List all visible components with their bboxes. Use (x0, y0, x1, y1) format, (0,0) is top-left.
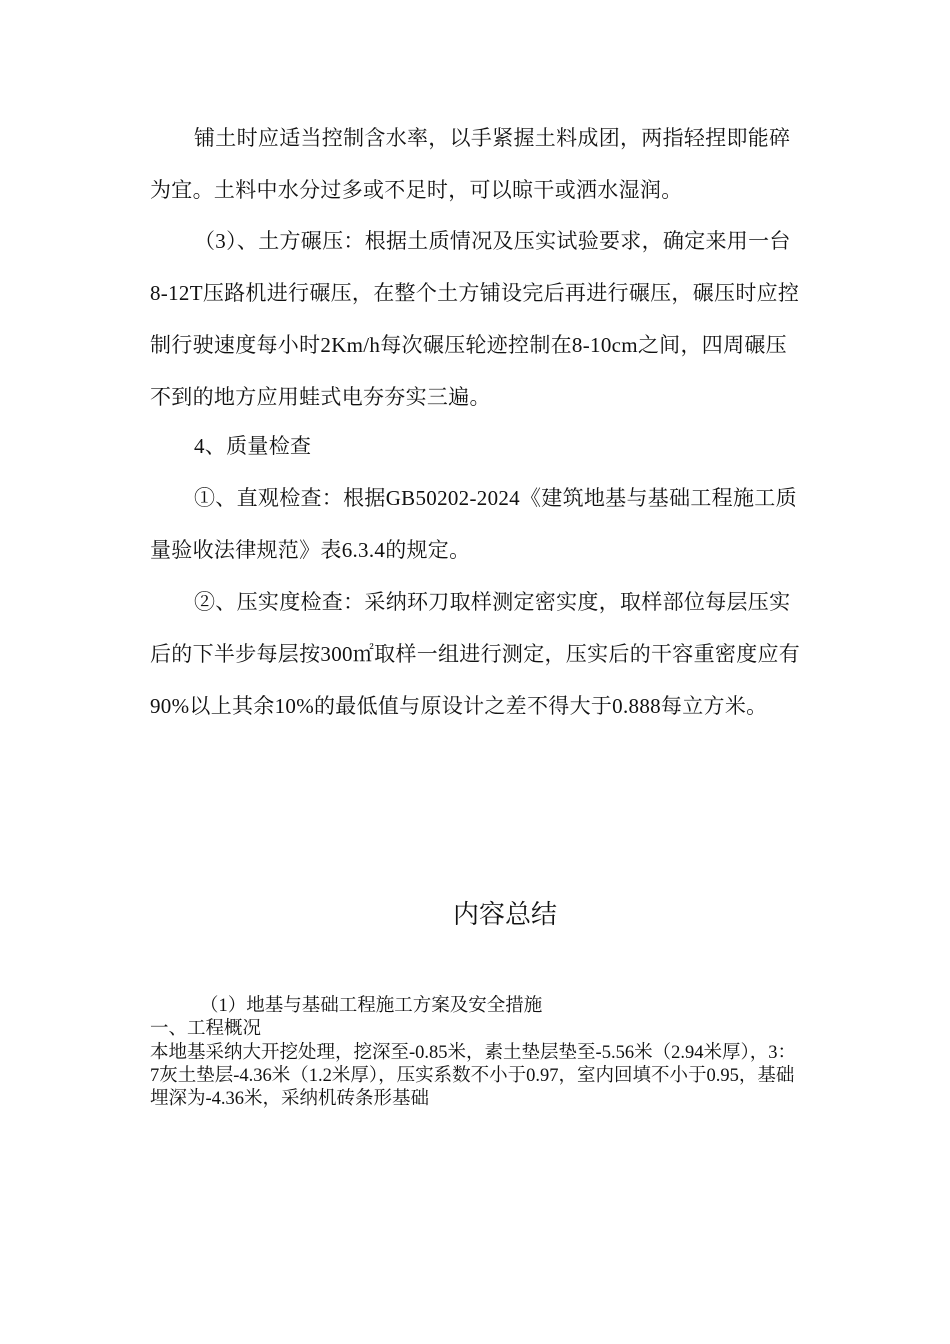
paragraph-compaction: （3）、土方碾压：根据土质情况及压实试验要求，确定来用一台8-12T压路机进行碾压，在整个土方铺设完后再进行碾压，碾压时应控制行驶速度每小时2Km/h每次碾压轮迹控制在8-10cm之间，四周碾压不到的地方应用蛙式电夯夯实三遍。 (150, 229, 800, 409)
summary-title: 内容总结 (452, 900, 557, 929)
summary-item-description: 本地基采纳大开挖处理，挖深至-0.85米，素土垫层垫至-5.56米（2.94米厚），3：7灰土垫层-4.36米（1.2米厚），压实系数不小于0.97，室内回填不小于0.95，基础埋深为-4.36米，采纳机砖条形基础 (150, 1043, 796, 1109)
paragraph-soil-moisture: 铺土时应适当控制含水率，以手紧握土料成团，两指轻捏即能碎为宜。土料中水分过多或不足时，可以晾干或洒水湿润。 (150, 126, 791, 202)
heading-quality-check: 4、质量检查 (194, 434, 312, 458)
summary-item-plan: （1）地基与基础工程施工方案及安全措施 (200, 996, 543, 1016)
summary-item-overview: 一、工程概况 (150, 1019, 262, 1039)
paragraph-visual-inspection: ①、直观检查：根据GB50202-2024《建筑地基与基础工程施工质量验收法律规范》表6.3.4的规定。 (150, 486, 797, 562)
paragraph-compaction-check: ②、压实度检查：采纳环刀取样测定密实度，取样部位每层压实后的下半步每层按300㎡取样一组进行测定，压实后的干容重密度应有90%以上其余10%的最低值与原设计之差不得大于0.888每立方米。 (150, 590, 801, 718)
